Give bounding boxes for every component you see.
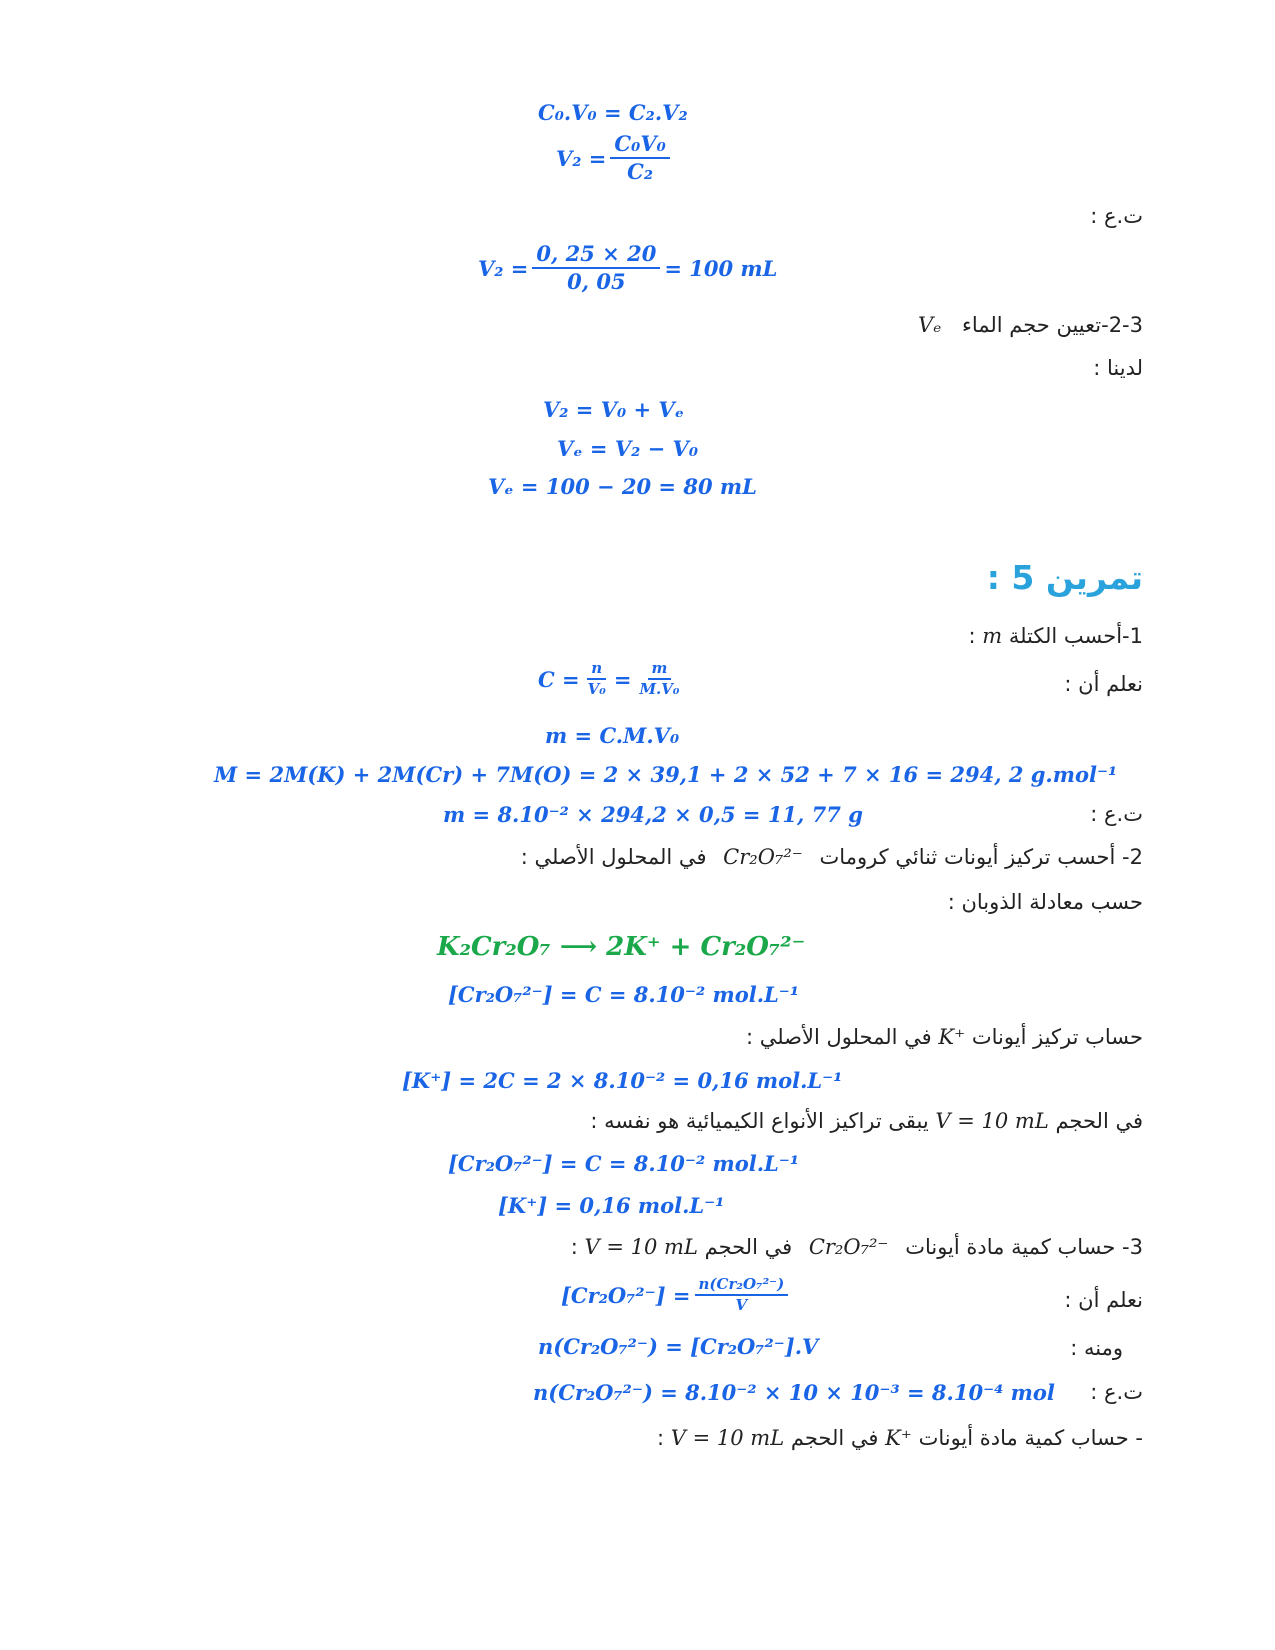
eq-v2-numeric-lhs: V₂ = — [478, 255, 529, 281]
question-3-text-2: في الحجم — [704, 1235, 793, 1259]
exercise-5-heading: تمرين 5 : — [986, 558, 1143, 597]
eq-concentration — [538, 660, 688, 699]
eq-amount-formula: n(Cr₂O₇²⁻) = [Cr₂O₇²⁻].V — [538, 1334, 819, 1359]
denominator: C₂ — [627, 159, 654, 185]
fraction — [695, 1276, 789, 1315]
volume-statement — [590, 1109, 1143, 1133]
numeric-application-label: ت.ع : — [1090, 1380, 1143, 1404]
numerator: C₀V₀ — [610, 132, 669, 159]
question-4-text-2: في الحجم — [790, 1426, 879, 1450]
we-know-label-2: نعلم أن : — [1064, 1288, 1143, 1312]
eq-mass-numeric: m = 8.10⁻² × 294,2 × 0,5 = 11, 77 g — [443, 802, 863, 827]
question-3-ion: Cr₂O₇²⁻ — [808, 1235, 889, 1259]
question-3 — [571, 1235, 1143, 1259]
eq-mass: m = C.M.V₀ — [545, 723, 680, 748]
question-3-colon: : — [570, 1235, 578, 1259]
eq-ve-diff: Vₑ = V₂ − V₀ — [557, 436, 699, 461]
question-4-ion: K⁺ — [885, 1426, 912, 1450]
question-2-text-2: في المحلول الأصلي : — [520, 845, 707, 869]
denominator: V — [735, 1296, 748, 1315]
denominator: M.V₀ — [639, 680, 680, 699]
question-1-text: 1-أحسب الكتلة — [1008, 624, 1143, 648]
fraction — [584, 660, 610, 699]
eq-v2-numeric — [478, 242, 777, 294]
question-3-text: 3- حساب كمية مادة أيونات — [905, 1235, 1143, 1259]
eq-v2-lhs: V₂ = — [556, 145, 607, 171]
numerator: 0, 25 × 20 — [532, 242, 660, 269]
eq-dichromate-concentration: [Cr₂O₇²⁻] = C = 8.10⁻² mol.L⁻¹ — [448, 982, 800, 1007]
eq-dilution: C₀.V₀ = C₂.V₂ — [538, 100, 688, 125]
volume-text-2: يبقى تراكيز الأنواع الكيميائية هو نفسه : — [590, 1109, 929, 1133]
potassium-concentration-label — [746, 1025, 1143, 1049]
question-1 — [968, 624, 1143, 648]
question-4-text: - حساب كمية مادة أيونات — [918, 1426, 1143, 1450]
question-2-text: 2- أحسب تركيز أيونات ثنائي كرومات — [819, 845, 1143, 869]
question-1-colon: : — [968, 624, 976, 648]
numeric-application-label: ت.ع : — [1090, 204, 1143, 228]
section-2-3-text: 2-3-تعيين حجم الماء — [961, 313, 1143, 337]
eq-v2-numeric-rhs: = 100 mL — [664, 255, 778, 281]
dissolution-label: حسب معادلة الذوبان : — [947, 890, 1143, 914]
denominator: V₀ — [587, 680, 606, 699]
volume-variable: V = 10 mL — [935, 1109, 1049, 1133]
dissolution-reaction: K₂Cr₂O₇ ⟶ 2K⁺ + Cr₂O₇²⁻ — [437, 932, 806, 962]
question-4-variable: V = 10 mL — [670, 1426, 785, 1450]
eq-amount-numeric: n(Cr₂O₇²⁻) = 8.10⁻² × 10 × 10⁻³ = 8.10⁻⁴ mol — [533, 1380, 1055, 1405]
eq-ve-numeric: Vₑ = 100 − 20 = 80 mL — [488, 474, 757, 499]
eq-amount-definition — [561, 1276, 792, 1315]
eq-potassium-concentration: [K⁺] = 2C = 2 × 8.10⁻² = 0,16 mol.L⁻¹ — [402, 1068, 843, 1093]
we-know-label: نعلم أن : — [1064, 672, 1143, 696]
section-2-3-title — [918, 313, 1143, 337]
potassium-text: حساب تركيز أيونات — [971, 1025, 1143, 1049]
fraction — [532, 242, 660, 294]
question-3-variable: V = 10 mL — [584, 1235, 698, 1259]
potassium-ion: K⁺ — [938, 1025, 966, 1049]
eq-molar-mass: M = 2M(K) + 2M(Cr) + 7M(O) = 2 × 39,1 + 2 × 52 + 7 × 16 = 294, 2 g.mol⁻¹ — [214, 762, 1118, 787]
eq-v2-sum: V₂ = V₀ + Vₑ — [543, 397, 685, 422]
volume-text: في الحجم — [1055, 1109, 1143, 1133]
question-1-variable: m — [982, 624, 1003, 648]
eq-v2-formula — [556, 132, 674, 184]
given-label: لدينا : — [1093, 356, 1143, 380]
eq-concentration-lhs: C = — [538, 666, 580, 692]
fraction — [635, 660, 683, 699]
numerator: n — [587, 660, 606, 680]
question-2 — [521, 845, 1143, 869]
equals-sign: = — [613, 666, 632, 692]
question-4 — [657, 1426, 1143, 1450]
fraction — [610, 132, 669, 184]
numerator: m — [648, 660, 672, 680]
hence-label: ومنه : — [1070, 1336, 1123, 1360]
eq-amount-definition-lhs: [Cr₂O₇²⁻] = — [561, 1282, 691, 1308]
question-2-ion: Cr₂O₇²⁻ — [723, 845, 803, 869]
numerator: n(Cr₂O₇²⁻) — [695, 1276, 789, 1296]
denominator: 0, 05 — [567, 269, 626, 295]
section-2-3-variable: Vₑ — [917, 313, 942, 337]
eq-potassium-concentration-v: [K⁺] = 0,16 mol.L⁻¹ — [498, 1193, 725, 1218]
potassium-text-2: في المحلول الأصلي : — [745, 1025, 932, 1049]
numeric-application-label: ت.ع : — [1090, 802, 1143, 826]
question-4-colon: : — [657, 1426, 665, 1450]
eq-dichromate-concentration-v: [Cr₂O₇²⁻] = C = 8.10⁻² mol.L⁻¹ — [448, 1151, 800, 1176]
